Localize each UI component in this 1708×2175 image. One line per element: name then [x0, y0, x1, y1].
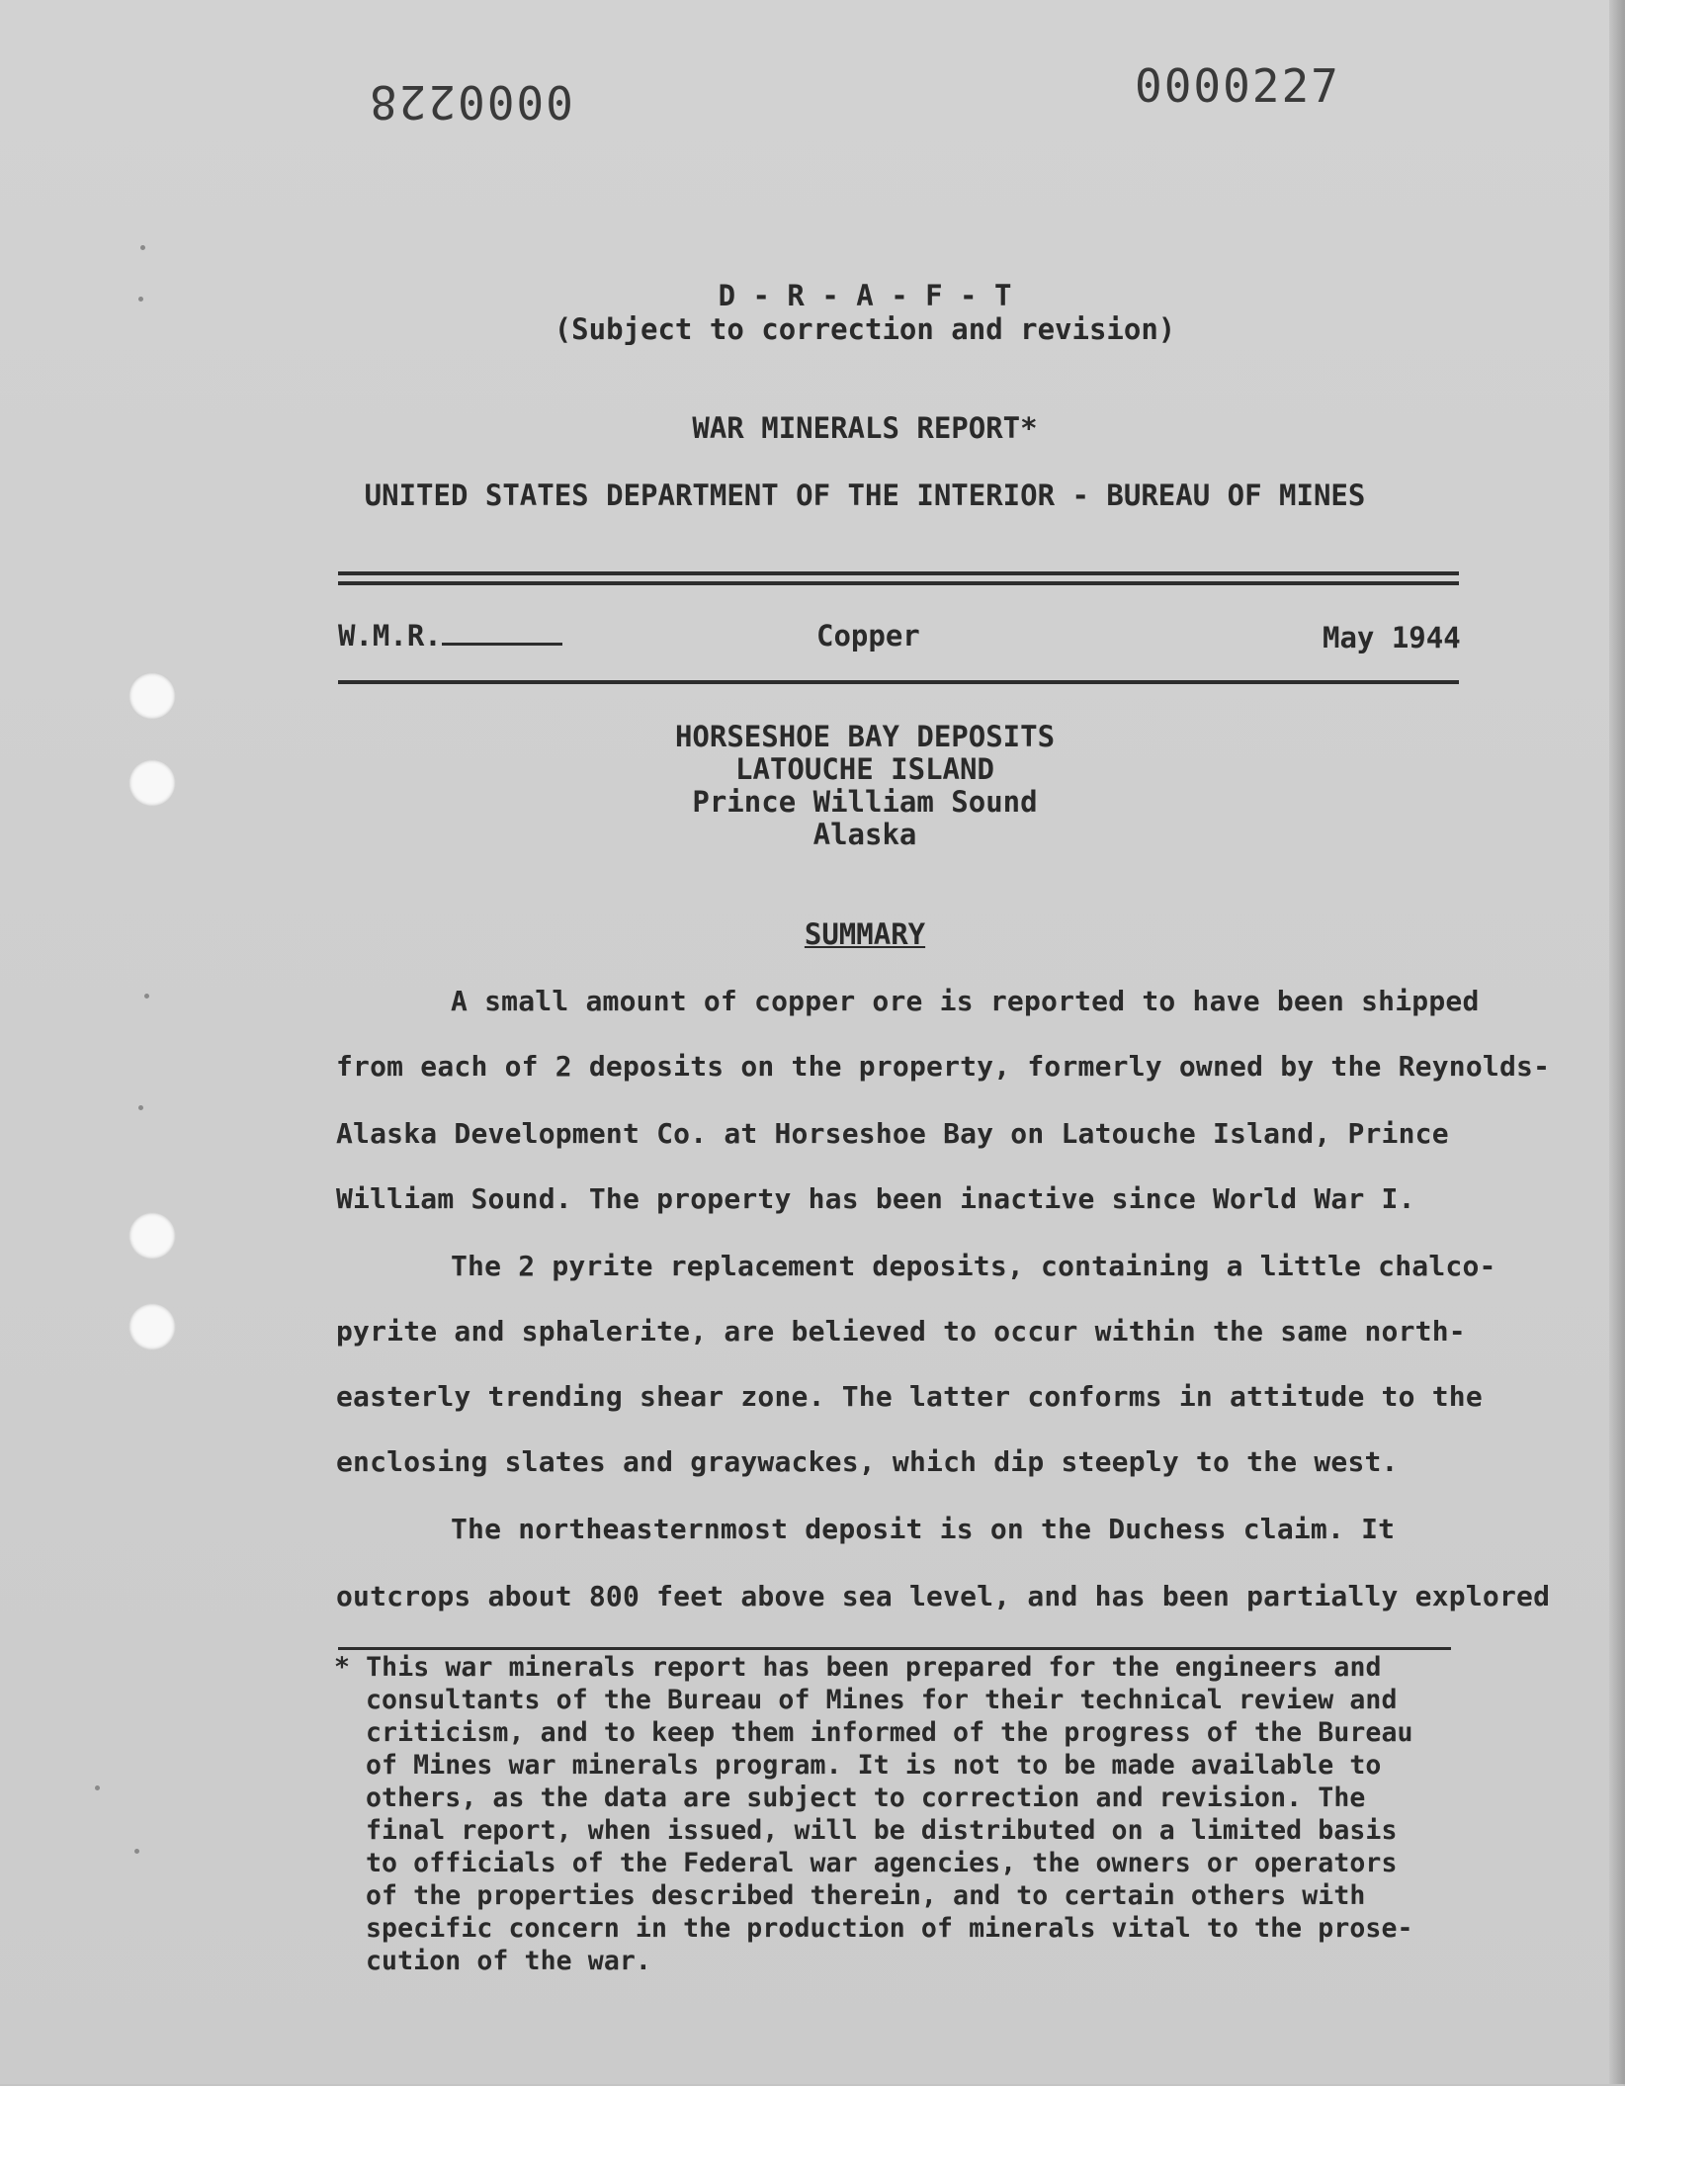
footnote-line: of the properties described therein, and to certain others with: [366, 1880, 1366, 1911]
punch-hole: [128, 1212, 176, 1260]
wmr-field: [338, 619, 562, 652]
margin-speck: [95, 1785, 100, 1790]
footnote-line: to officials of the Federal war agencies, the owners or operators: [366, 1848, 1398, 1878]
location-line: Prince William Sound: [692, 785, 1038, 819]
draft-note: (Subject to correction and revision): [554, 312, 1176, 346]
margin-speck: [144, 994, 149, 999]
header-rule: [338, 581, 1459, 585]
footnote-rule: [338, 1647, 1451, 1650]
punch-hole: [128, 1303, 176, 1350]
meta-rule: [338, 680, 1459, 684]
body-line: from each of 2 deposits on the property, formerly owned by the Reynolds-: [336, 1050, 1551, 1083]
footnote-line: * This war minerals report has been prepared for the engineers and: [334, 1652, 1382, 1683]
report-date: May 1944: [1323, 621, 1461, 654]
page-stamp: 0000227: [1135, 59, 1340, 113]
punch-hole: [128, 672, 176, 720]
footnote-line: criticism, and to keep them informed of the progress of the Bureau: [366, 1717, 1413, 1748]
body-line: easterly trending shear zone. The latter conforms in attitude to the: [336, 1380, 1483, 1413]
margin-speck: [138, 1105, 143, 1110]
header-rule: [338, 571, 1459, 575]
footnote-line: specific concern in the production of minerals vital to the prose-: [366, 1913, 1413, 1944]
footnote-line: of Mines war minerals program. It is not to be made available to: [366, 1750, 1382, 1781]
body-line: The 2 pyrite replacement deposits, containing a little chalco-: [451, 1250, 1496, 1282]
footnote-line: others, as the data are subject to correction and revision. The: [366, 1783, 1366, 1813]
footnote-line: final report, when issued, will be distributed on a limited basis: [366, 1815, 1398, 1846]
body-line: enclosing slates and graywackes, which dip steeply to the west.: [336, 1445, 1399, 1478]
body-line: A small amount of copper ore is reported to have been shipped: [451, 985, 1480, 1017]
margin-speck: [134, 1849, 139, 1854]
wmr-blank: [442, 621, 562, 646]
footnote-line: cution of the war.: [366, 1946, 651, 1976]
body-line: pyrite and sphalerite, are believed to occur within the same north-: [336, 1315, 1466, 1348]
inverted-page-stamp: 0000228: [368, 75, 573, 129]
margin-speck: [140, 245, 145, 250]
body-line: Alaska Development Co. at Horseshoe Bay on Latouche Island, Prince: [336, 1117, 1449, 1150]
commodity: Copper: [816, 619, 920, 652]
location-line: HORSESHOE BAY DEPOSITS: [674, 720, 1056, 753]
wmr-label: W.M.R.: [338, 619, 442, 652]
draft-label: D - R - A - F - T: [718, 279, 1012, 312]
report-title: WAR MINERALS REPORT*: [692, 411, 1038, 445]
body-line: William Sound. The property has been inactive since World War I.: [336, 1182, 1415, 1215]
footnote-line: consultants of the Bureau of Mines for their technical review and: [366, 1685, 1398, 1715]
location-line: Alaska: [812, 818, 917, 851]
body-line: outcrops about 800 feet above sea level, and has been partially explored: [336, 1580, 1551, 1612]
agency-title: UNITED STATES DEPARTMENT OF THE INTERIOR - BUREAU OF MINES: [364, 478, 1366, 512]
location-line: LATOUCHE ISLAND: [735, 752, 994, 786]
body-line: The northeasternmost deposit is on the Duchess claim. It: [451, 1513, 1396, 1545]
summary-heading: SUMMARY: [804, 917, 926, 951]
